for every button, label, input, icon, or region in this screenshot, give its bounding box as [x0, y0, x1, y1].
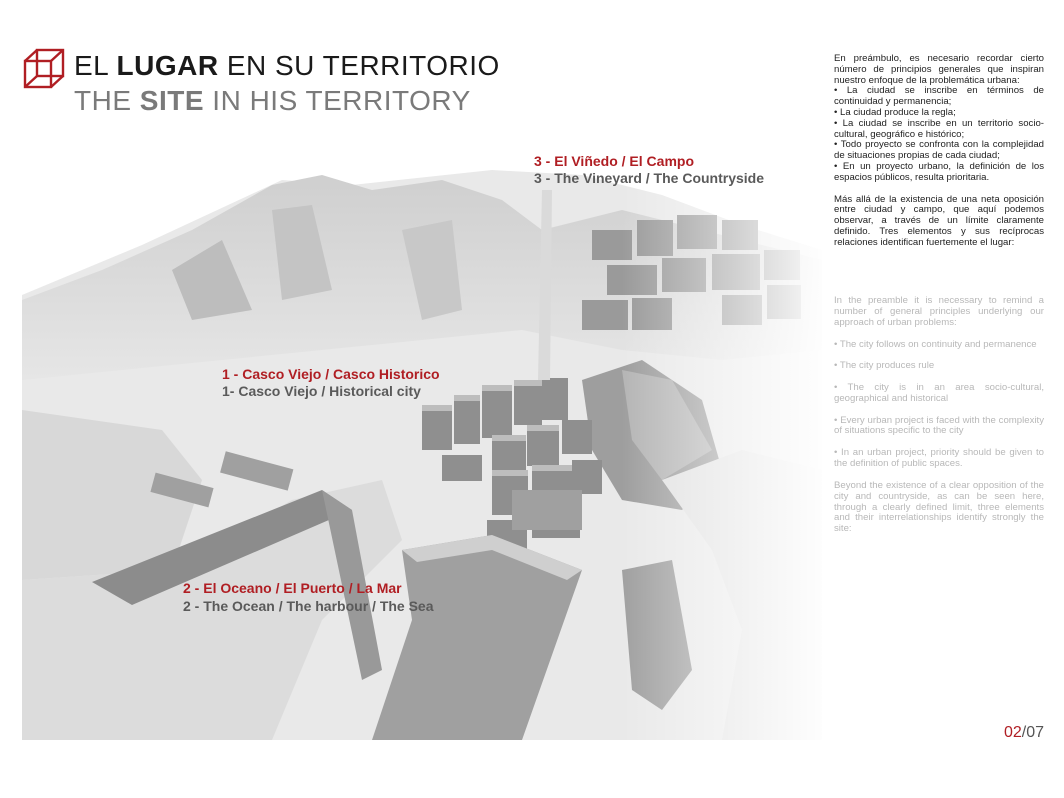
spanish-bullet-4: • Todo proyecto se confronta con la complejidad de situaciones propias de cada ciudad; — [834, 139, 1044, 162]
wireframe-cube-icon — [22, 47, 66, 91]
page-current: 02 — [1004, 724, 1022, 741]
label-vineyard-english: 3 - The Vineyard / The Countryside — [534, 170, 765, 186]
spanish-bullet-3: • La ciudad se inscribe en un territorio socio-cultural, geográfico e histórico; — [834, 117, 1044, 140]
english-bullet-3: • The city is in an area socio-cultural, geographical and historical — [834, 381, 1044, 404]
english-bullet-2: • The city produces rule — [834, 360, 935, 372]
page-separator: / — [1021, 724, 1027, 741]
spanish-bullet-2: • La ciudad produce la regla; — [834, 106, 956, 118]
page-title-english: THE SITE IN HIS TERRITORY — [74, 85, 471, 116]
page-total: 07 — [1026, 724, 1045, 741]
site-3d-model-image — [22, 150, 822, 740]
english-bullet-5: • In an urban project, priority should be given to the definition of public spaces. — [834, 447, 1044, 470]
english-closing: Beyond the existence of a clear opposition of the city and countryside, as can be seen here, through a clearly defined limit, three elements and their interrelationships identify strongly the site: — [834, 479, 1044, 535]
spanish-intro: En preámbulo, es necesario recordar cierto número de principios generales que inspiran nuestro enfoque de la problemática urbana: — [834, 53, 1044, 86]
english-bullet-4: • Every urban project is faced with the complexity of situations specific to the city — [834, 414, 1044, 437]
label-vineyard-spanish: 3 - El Viñedo / El Campo — [534, 153, 694, 169]
page-title-spanish: EL LUGAR EN SU TERRITORIO — [74, 50, 500, 81]
spanish-closing: Más allá de la existencia de una neta oposición entre ciudad y campo, que aquí podemos observar, a través de un límite claramente definido. Tres elementos y sus recíprocas relaciones identifican fuertemente el lugar: — [834, 193, 1044, 248]
label-old-town-english: 1- Casco Viejo / Historical city — [222, 383, 421, 399]
spanish-bullet-1: • La ciudad se inscribe en términos de continuidad y permanencia; — [834, 85, 1044, 108]
english-description — [834, 296, 1044, 546]
english-bullet-1: • The city follows on continuity and permanence — [834, 338, 1037, 350]
page-number — [1004, 724, 1044, 742]
label-ocean-english: 2 - The Ocean / The harbour / The Sea — [183, 598, 434, 614]
label-ocean-spanish: 2 - El Oceano / El Puerto / La Mar — [183, 580, 402, 596]
label-old-town-spanish: 1 - Casco Viejo / Casco Historico — [222, 366, 440, 382]
spanish-bullet-5: • En un proyecto urbano, la definición de los espacios públicos, resulta prioritaria. — [834, 160, 1044, 183]
english-intro: In the preamble it is necessary to remind a number of general principles underlying our approach of urban problems: — [834, 295, 1044, 328]
spanish-description — [834, 54, 1044, 249]
